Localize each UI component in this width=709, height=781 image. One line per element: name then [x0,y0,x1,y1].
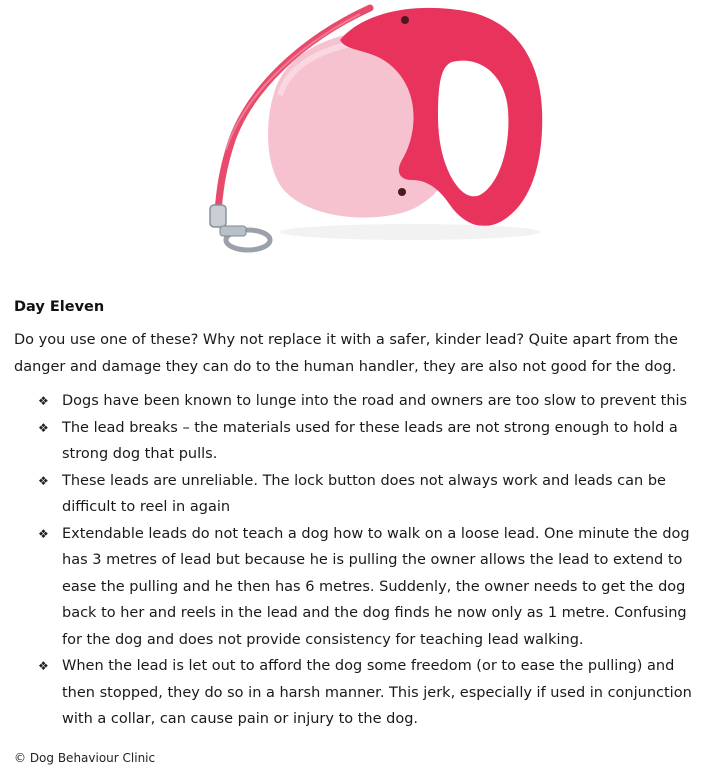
list-item [0,415,709,468]
intro-paragraph: Do you use one of these? Why not replace it with a safer, kinder lead? Quite apart from the danger and damage they can do to the human handler, they are also not good for the dog. [14,332,678,375]
list-item [0,388,709,415]
list-item-text: When the lead is let out to afford the dog some freedom (or to ease the pulling) and then stopped, they do so in a harsh manner. This jerk, especially if used in conjunction with a collar, can cause pain or injury to the dog. [62,658,692,727]
section-title: Day Eleven [14,299,105,315]
list-item [0,468,709,521]
reasons-list [0,388,709,733]
diamond-bullet-icon: ❖ [38,420,49,435]
list-item-text: Extendable leads do not teach a dog how to walk on a loose lead. One minute the dog has 3 metres of lead but because he is pulling the owner allows the lead to extend to ease the pulling and he then has 6 metres. Suddenly, the owner needs to get the dog back to her and reels in the lead and the dog finds he now only as 1 metre. Confusing for the dog and does not provide consistency for teaching lead walking. [62,525,690,648]
copyright-footer: © Dog Behaviour Clinic [14,751,156,765]
diamond-bullet-icon: ❖ [38,394,49,408]
list-item-text: These leads are unreliable. The lock button does not always work and leads can be difficult to reel in again [62,472,666,515]
diamond-bullet-icon: ❖ [38,473,49,488]
retractable-lead-image [180,0,560,270]
list-item [0,653,709,733]
list-item [0,521,709,654]
diamond-bullet-icon: ❖ [38,659,49,673]
list-item-text: The lead breaks – the materials used for these leads are not strong enough to hold a strong dog that pulls. [62,419,678,462]
diamond-bullet-icon: ❖ [38,526,49,541]
list-item-text: Dogs have been known to lunge into the road and owners are too slow to prevent this [62,393,688,409]
